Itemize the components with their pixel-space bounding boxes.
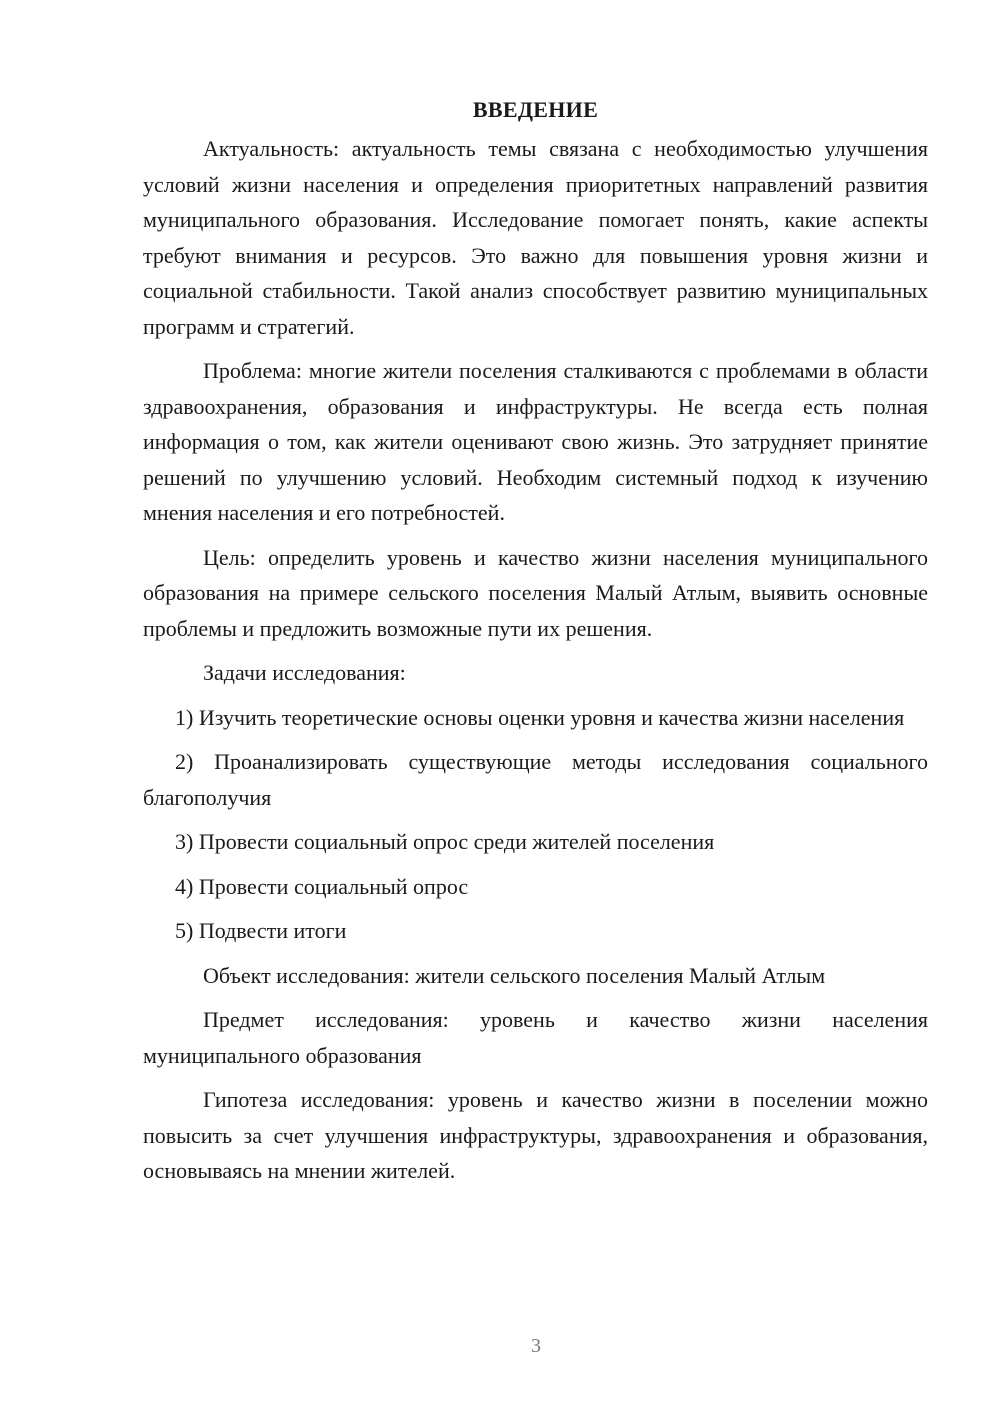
tasks-title: Задачи исследования: [203,660,406,685]
section-heading: ВВЕДЕНИЕ [472,97,599,122]
task-item-2: 2) Проанализировать существующие методы исследования социального благополучия [143,749,928,810]
paragraph-hypothesis: Гипотеза исследования: уровень и качество жизни в поселении можно повысить за счет улучшения инфраструктуры, здравоохранения и образования, основываясь на мнении жителей. [143,1087,928,1183]
paragraph-relevance: Актуальность: актуальность темы связана с необходимостью улучшения условий жизни населения и определения приоритетных направлений развития муниципального образования. Исследование помогает понять, какие аспекты требуют внимания и ресурсов. Это важно для повышения уровня жизни и социальной стабильности. Такой анализ способствует развитию муниципальных программ и стратегий. [143,136,928,339]
task-item-4: 4) Провести социальный опрос [175,873,469,899]
task-item-3: 3) Провести социальный опрос среди жителей поселения [175,829,715,854]
paragraph-problem: Проблема: многие жители поселения сталкиваются с проблемами в области здравоохранения, образования и инфраструктуры. Не всегда есть полная информация о том, как жители оценивают свою жизнь. Это затрудняет принятие решений по улучшению условий. Необходим системный подход к изучению мнения населения и его потребностей. [143,358,928,525]
page-number: 3 [531,1335,541,1357]
task-item-5: 5) Подвести итоги [175,918,347,943]
paragraph-object: Объект исследования: жители сельского поселения Малый Атлым [203,962,826,988]
paragraph-goal: Цель: определить уровень и качество жизни населения муниципального образования на примере сельского поселения Малый Атлым, выявить основные проблемы и предложить возможные пути их решения. [143,544,928,641]
paragraph-subject: Предмет исследования: уровень и качество жизни населения муниципального образования [143,1007,928,1068]
task-item-1: 1) Изучить теоретические основы оценки уровня и качества жизни населения [175,704,905,730]
page-body [143,93,928,1198]
